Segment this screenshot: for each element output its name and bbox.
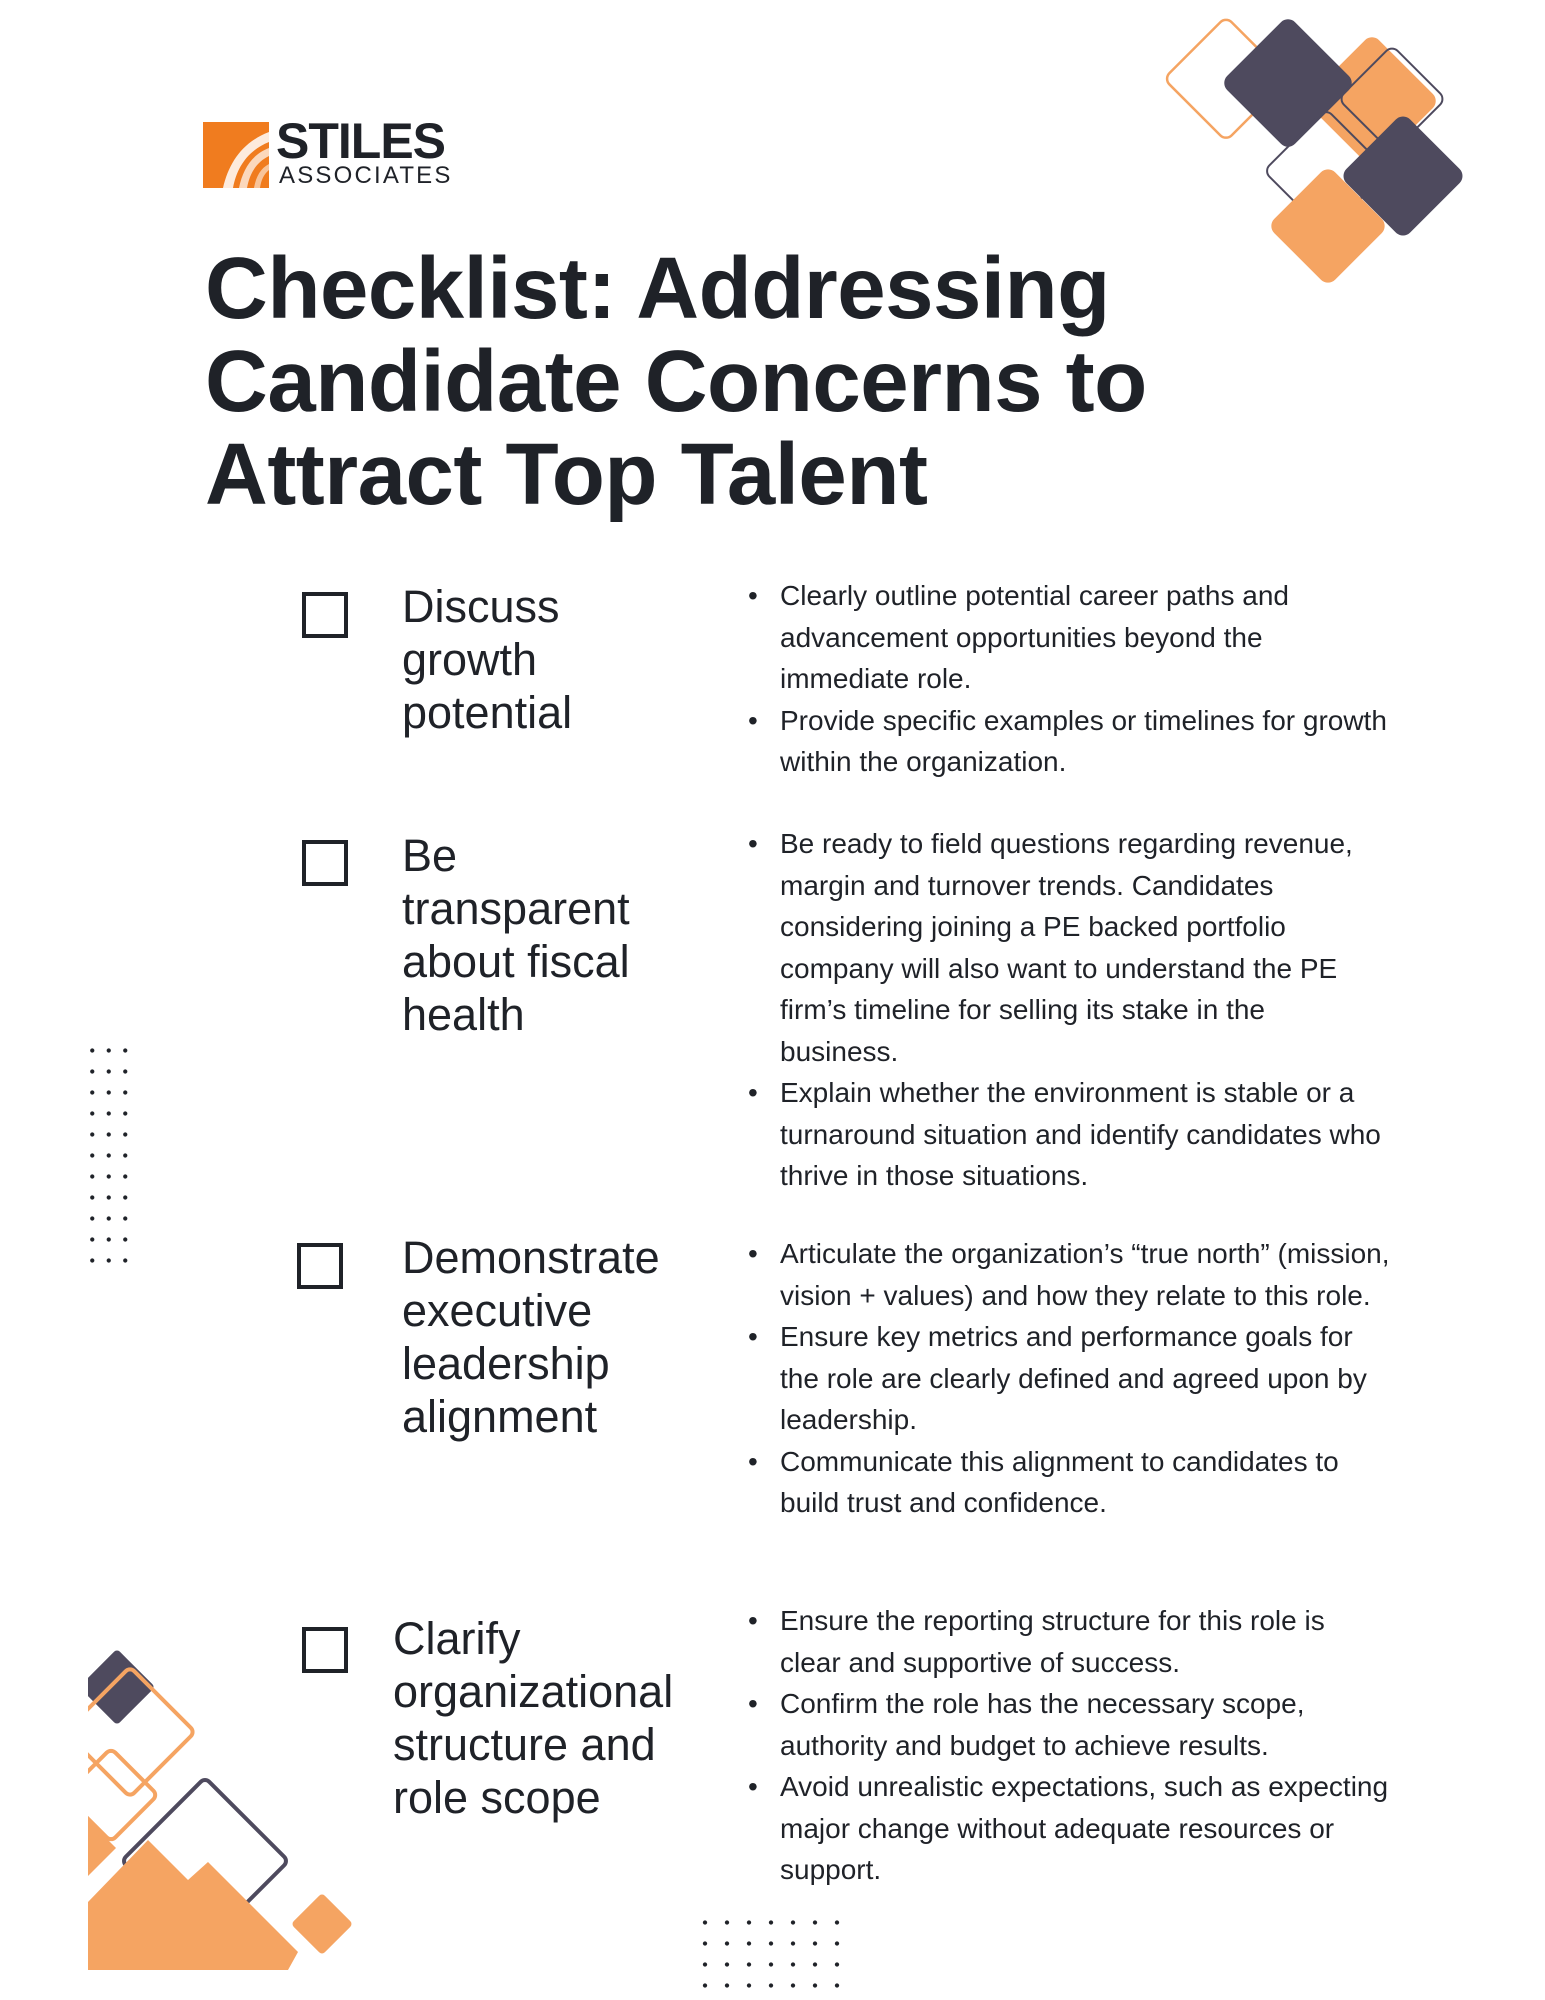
item-label-fiscal-health (402, 829, 630, 1041)
list-item: • Articulate the organization’s “true north” (mission, vision + values) and how they relate to this role. (740, 1233, 1390, 1316)
bullet-list-fiscal-health (740, 823, 1390, 1197)
bullet-list-leadership-alignment (740, 1233, 1390, 1524)
item-label-line: Discuss (402, 581, 560, 632)
list-item: • Be ready to field questions regarding revenue, margin and turnover trends. Candidates considering joining a PE backed portfolio company will also want to understand the PE firm’s timeline for selling its stake in the business. (740, 823, 1390, 1072)
item-label-line: health (402, 989, 525, 1040)
item-label-line: role scope (393, 1772, 601, 1823)
item-label-line: about fiscal (402, 936, 630, 987)
item-label-line: structure and (393, 1719, 656, 1770)
item-label-org-structure (393, 1612, 673, 1824)
list-item: • Avoid unrealistic expectations, such as expecting major change without adequate resources or support. (740, 1766, 1390, 1891)
title-line: Candidate Concerns to (205, 333, 1147, 430)
checkbox-leadership-alignment[interactable] (297, 1243, 343, 1289)
list-item: • Explain whether the environment is stable or a turnaround situation and identify candidates who thrive in those situations. (740, 1072, 1390, 1197)
item-label-line: Demonstrate (402, 1232, 660, 1283)
logo-swoosh-icon (203, 122, 269, 188)
diamond-orange-small (291, 1893, 353, 1955)
bullet-list-org-structure (740, 1600, 1390, 1891)
item-label-line: leadership (402, 1338, 610, 1389)
logo-subtitle: ASSOCIATES (279, 162, 453, 189)
shape-orange-corner (88, 1820, 116, 1876)
item-label-line: growth (402, 634, 538, 685)
logo-mark (203, 122, 269, 188)
title-line: Checklist: Addressing (205, 240, 1110, 337)
checkbox-fiscal-health[interactable] (302, 840, 348, 886)
page-title (205, 242, 1265, 521)
list-item: • Ensure the reporting structure for this role is clear and supportive of success. (740, 1600, 1390, 1683)
item-label-line: organizational (393, 1666, 674, 1717)
item-label-line: alignment (402, 1391, 598, 1442)
logo-wordmark: STILES (276, 113, 446, 169)
list-item: • Clearly outline potential career paths and advancement opportunities beyond the immediate role. (740, 575, 1390, 700)
checkbox-discuss-growth[interactable] (302, 592, 348, 638)
list-item: • Confirm the role has the necessary scope, authority and budget to achieve results. (740, 1683, 1390, 1766)
item-label-line: Clarify (393, 1613, 521, 1664)
shape-orange-large (88, 1840, 298, 1970)
diamond-outline-orange-lower (88, 1748, 158, 1841)
item-label-discuss-growth (402, 580, 572, 739)
item-label-line: transparent (402, 883, 630, 934)
list-item: • Provide specific examples or timelines for growth within the organization. (740, 700, 1390, 783)
item-label-line: potential (402, 687, 573, 738)
list-item: • Communicate this alignment to candidates to build trust and confidence. (740, 1441, 1390, 1524)
title-line: Attract Top Talent (205, 426, 928, 523)
list-item: • Ensure key metrics and performance goals for the role are clearly defined and agreed upon by leadership. (740, 1316, 1390, 1441)
bullet-list-discuss-growth (740, 575, 1390, 783)
decorative-dot-grid-left (84, 1040, 134, 1270)
decorative-dot-grid-bottom (694, 1912, 844, 2000)
item-label-line: Be (402, 830, 458, 881)
item-label-leadership-alignment (402, 1231, 660, 1443)
decorative-diamonds-bottom-left (88, 1640, 368, 1970)
item-label-line: executive (402, 1285, 593, 1336)
diamond-dark-small (88, 1649, 155, 1725)
